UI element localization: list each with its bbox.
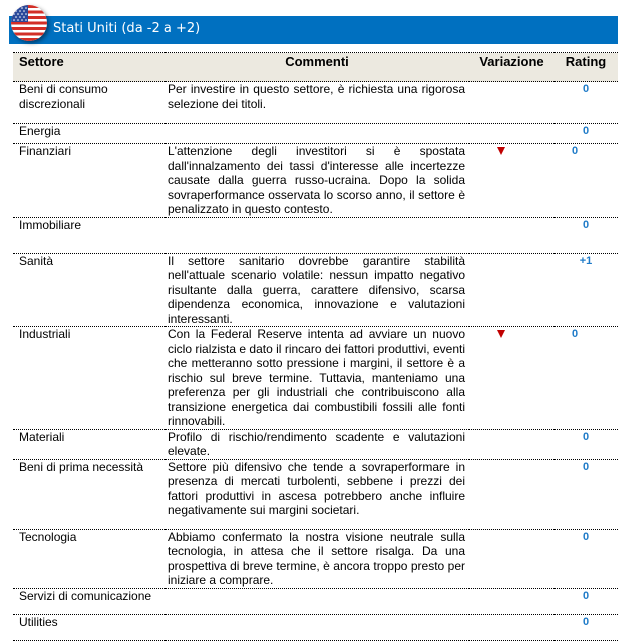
rating-value: 0 — [554, 459, 618, 529]
sector-comment: Abbiamo confermato la nostra visione neutrale sulla tecnologia, in attesa che il settore risalga. Da una prospettiva di breve termine, è ancora troppo presto per iniziare a comprare. — [165, 529, 469, 588]
column-header-sector: Settore — [13, 53, 165, 82]
variation-cell — [469, 82, 554, 124]
table-row — [13, 429, 618, 459]
region-title: Stati Uniti (da -2 a +2) — [53, 21, 201, 36]
table-header-row — [13, 53, 618, 82]
region-banner — [9, 16, 618, 44]
variation-cell — [469, 124, 554, 144]
sector-comment — [165, 217, 469, 253]
column-header-comments: Commenti — [165, 53, 469, 82]
sector-comment: L'attenzione degli investitori si è spostata dall'innalzamento dei tassi d'interesse alle incertezze causate dalla guerra russo-ucraina. Dopo la solida sovraperformance osservata lo scorso anno, il settore è penalizzato in questo contesto. — [165, 144, 469, 218]
variation-cell — [469, 429, 554, 459]
variation-cell — [469, 327, 554, 430]
rating-value: 0 — [554, 124, 618, 144]
sector-ratings-table — [13, 52, 618, 641]
down-arrow-icon — [497, 147, 505, 155]
table-row — [13, 144, 618, 218]
sector-comment: Profilo di rischio/rendimento scadente e valutazioni elevate. — [165, 429, 469, 459]
table-row — [13, 588, 618, 614]
variation-cell — [469, 459, 554, 529]
sector-comment — [165, 588, 469, 614]
variation-cell — [469, 529, 554, 588]
sector-name: Finanziari — [13, 144, 165, 218]
sector-comment: Con la Federal Reserve intenta ad avviare un nuovo ciclo rialzista e dato il rincaro dei fattori produttivi, eventi che metteranno sotto pressione i margini, il settore è a rischio sul breve termine. Tuttavia, manteniamo una preferenza per gli industriali che contribuiscono alla transizione energetica dai combustibili fossili alle fonti rinnovabili. — [165, 327, 469, 430]
table-row — [13, 327, 618, 430]
sector-name: Utilities — [13, 614, 165, 640]
sector-comment: Il settore sanitario dovrebbe garantire stabilità nell'attuale scenario volatile: nessun impatto negativo risultante dalla guerra, carattere difensivo, scarsa dipendenza economica, innovazione e valutazioni interessanti. — [165, 253, 469, 327]
table-row — [13, 124, 618, 144]
sector-name: Materiali — [13, 429, 165, 459]
sector-name: Sanità — [13, 253, 165, 327]
variation-cell — [469, 253, 554, 327]
rating-value: +1 — [554, 253, 618, 327]
sector-name: Immobiliare — [13, 217, 165, 253]
table-row — [13, 459, 618, 529]
sector-name: Industriali — [13, 327, 165, 430]
table-row — [13, 82, 618, 124]
rating-value: 0 — [554, 327, 618, 430]
us-flag-icon — [11, 5, 47, 41]
sector-name: Energia — [13, 124, 165, 144]
table-row — [13, 529, 618, 588]
sector-name: Servizi di comunicazione — [13, 588, 165, 614]
rating-value: 0 — [554, 82, 618, 124]
column-header-variation: Variazione — [469, 53, 554, 82]
sector-name: Beni di consumo discrezionali — [13, 82, 165, 124]
down-arrow-icon — [497, 330, 505, 338]
variation-cell — [469, 144, 554, 218]
rating-value: 0 — [554, 614, 618, 640]
rating-value: 0 — [554, 429, 618, 459]
variation-cell — [469, 614, 554, 640]
variation-cell — [469, 588, 554, 614]
table-row — [13, 217, 618, 253]
rating-value: 0 — [554, 144, 618, 218]
rating-value: 0 — [554, 588, 618, 614]
variation-cell — [469, 217, 554, 253]
rating-value: 0 — [554, 217, 618, 253]
table-row — [13, 614, 618, 640]
sector-comment: Per investire in questo settore, è richiesta una rigorosa selezione dei titoli. — [165, 82, 469, 124]
sector-comment — [165, 124, 469, 144]
rating-value: 0 — [554, 529, 618, 588]
sector-comment — [165, 614, 469, 640]
sector-comment: Settore più difensivo che tende a sovraperformare in presenza di mercati turbolenti, sebbene i prezzi dei fattori produttivi in ascesa potrebbero anche influire negativamente sui margini societari. — [165, 459, 469, 529]
column-header-rating: Rating — [554, 53, 618, 82]
table-row — [13, 253, 618, 327]
sector-name: Tecnologia — [13, 529, 165, 588]
sector-name: Beni di prima necessità — [13, 459, 165, 529]
